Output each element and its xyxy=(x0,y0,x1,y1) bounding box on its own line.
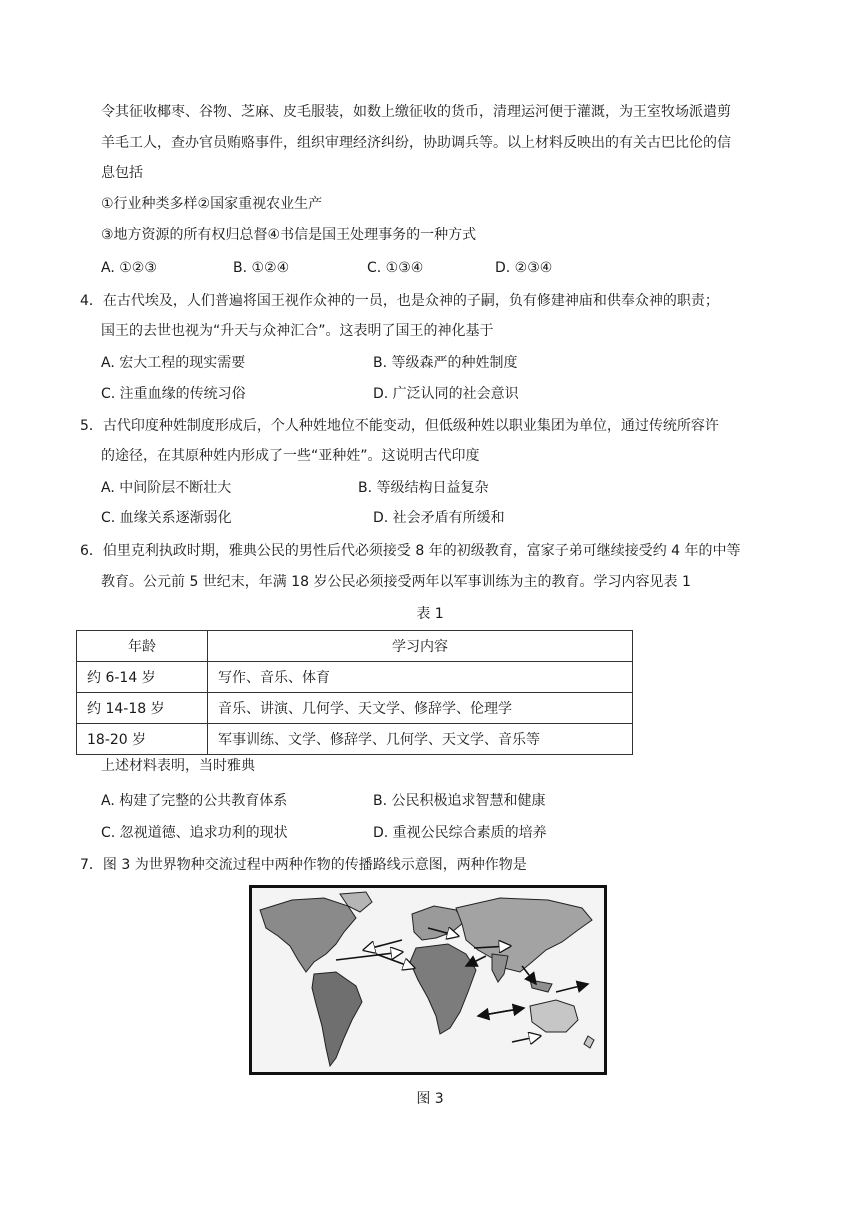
q3-option-c: C. ①③④ xyxy=(367,260,424,276)
q6-option-c: C. 忽视道德、追求功利的现状 xyxy=(101,825,288,841)
table-row xyxy=(77,693,633,724)
q5-stem-line-2: 的途径，在其原种姓内形成了一些“亚种姓”。这说明古代印度 xyxy=(101,448,480,464)
q6-option-a: A. 构建了完整的公共教育体系 xyxy=(101,793,288,809)
world-crop-routes-map xyxy=(249,885,607,1075)
table-cell-content: 写作、音乐、体育 xyxy=(208,662,633,693)
q6-after-table: 上述材料表明，当时雅典 xyxy=(101,758,255,774)
q3-line-3: 息包括 xyxy=(101,165,143,181)
q5-option-c: C. 血缘关系逐渐弱化 xyxy=(101,510,232,526)
q5-option-d: D. 社会矛盾有所缓和 xyxy=(373,510,505,526)
q4-option-b: B. 等级森严的种姓制度 xyxy=(373,355,518,371)
table-header-row xyxy=(77,631,633,662)
q3-item-1: ①行业种类多样②国家重视农业生产 xyxy=(101,196,323,212)
q6-option-d: D. 重视公民综合素质的培养 xyxy=(373,825,547,841)
q4-stem-line-1: 4．在古代埃及，人们普遍将国王视作众神的一员，也是众神的子嗣，负有修建神庙和供奉众神的职责； xyxy=(80,293,719,309)
table-header-age: 年龄 xyxy=(77,631,208,662)
table-cell-content: 音乐、讲演、几何学、天文学、修辞学、伦理学 xyxy=(208,693,633,724)
q5-option-b: B. 等级结构日益复杂 xyxy=(358,480,489,496)
table-caption: 表 1 xyxy=(416,606,444,622)
table-cell-age: 18-20 岁 xyxy=(77,724,208,755)
q7-stem: 7．图 3 为世界物种交流过程中两种作物的传播路线示意图，两种作物是 xyxy=(80,857,527,873)
q4-option-c: C. 注重血缘的传统习俗 xyxy=(101,386,246,402)
q4-option-a: A. 宏大工程的现实需要 xyxy=(101,355,246,371)
q4-stem-line-2: 国王的去世也视为“升天与众神汇合”。这表明了国王的神化基于 xyxy=(101,323,494,339)
table-row xyxy=(77,724,633,755)
q6-stem-line-2: 教育。公元前 5 世纪末，年满 18 岁公民必须接受两年以军事训练为主的教育。学习内容见表 1 xyxy=(101,574,691,590)
table-row xyxy=(77,662,633,693)
q3-item-2: ③地方资源的所有权归总督④书信是国王处理事务的一种方式 xyxy=(101,227,477,243)
q3-option-a: A. ①②③ xyxy=(101,260,157,276)
q3-line-2: 羊毛工人，查办官员贿赂事件，组织审理经济纠纷，协助调兵等。以上材料反映出的有关古巴比伦的信 xyxy=(101,135,731,151)
figure-caption: 图 3 xyxy=(416,1091,444,1107)
q3-option-b: B. ①②④ xyxy=(233,260,290,276)
table-cell-age: 约 6-14 岁 xyxy=(77,662,208,693)
q6-stem-line-1: 6．伯里克利执政时期，雅典公民的男性后代必须接受 8 年的初级教育，富家子弟可继续接受约 4 年的中等 xyxy=(80,543,741,559)
q4-option-d: D. 广泛认同的社会意识 xyxy=(373,386,519,402)
q6-option-b: B. 公民积极追求智慧和健康 xyxy=(373,793,546,809)
table-cell-age: 约 14-18 岁 xyxy=(77,693,208,724)
table-header-content: 学习内容 xyxy=(208,631,633,662)
q5-option-a: A. 中间阶层不断壮大 xyxy=(101,480,232,496)
table-cell-content: 军事训练、文学、修辞学、几何学、天文学、音乐等 xyxy=(208,724,633,755)
q3-line-1: 令其征收椰枣、谷物、芝麻、皮毛服装，如数上缴征收的货币，清理运河便于灌溉，为王室牧场派遣剪 xyxy=(101,104,731,120)
study-content-table xyxy=(76,630,633,755)
q3-option-d: D. ②③④ xyxy=(495,260,553,276)
world-map-figure xyxy=(252,888,604,1072)
q5-stem-line-1: 5．古代印度种姓制度形成后，个人种姓地位不能变动，但低级种姓以职业集团为单位，通过传统所容许 xyxy=(80,418,719,434)
